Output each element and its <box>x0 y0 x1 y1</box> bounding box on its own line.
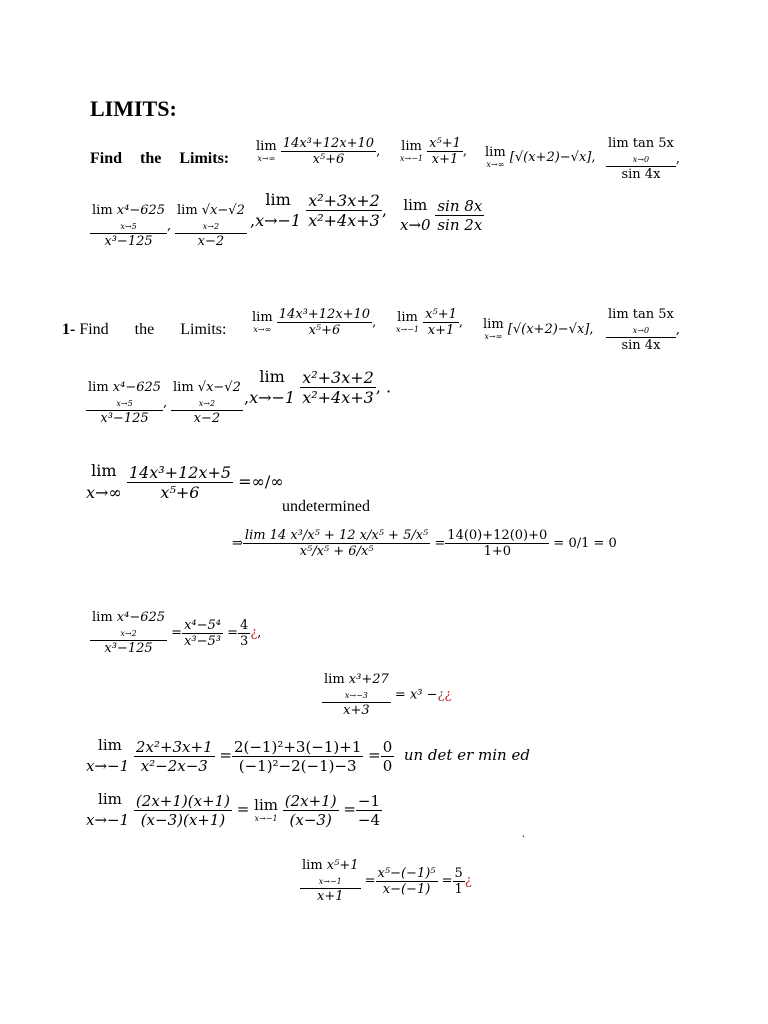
find-limits-label: Find the Limits: <box>90 150 230 167</box>
limit-expr-g: lim ,x→−1 $\frac{\text{x²+3x+2}}{\text{x²+4x+3}}$ , <box>250 190 387 231</box>
limit-expr-f: lim √x−√2 x→2 x−2 <box>177 203 245 249</box>
limit-expr-b: lim x→−1 $\frac{\text{x⁵+1}}{x+1}$ , <box>400 136 468 167</box>
item-number: 1- <box>62 321 76 338</box>
solution-1-step: ⇒ $\frac{\text{lim 14 x³/x⁵ + 12 x/x⁵ + 5/x⁵}}{\text{x⁵/x⁵ + 6/x⁵}}$ = $\frac{14(0)+12(0)+0}{1+0}$ = 0/1 = 0 <box>232 528 617 559</box>
item1-limit-g: lim ,x→−1 $\frac{\text{x²+3x+2}}{\text{x²+4x+3}}$ , . <box>244 367 392 408</box>
solution-3: lim x³+27 x→−3 x+3 = x³ −¿¿ <box>324 672 452 718</box>
item1-limit-f: lim √x−√2 x→2 x−2 <box>173 380 241 426</box>
undetermined-note: undetermined <box>282 498 370 515</box>
page-title: LIMITS: <box>90 96 177 121</box>
limit-expr-e: lim x⁴−625 x→5 x³−125 , <box>92 203 172 249</box>
item1-limit-c: lim x→∞ [√(x+2)−√x], <box>483 317 594 341</box>
solution-2: lim x⁴−625 x→2 x³−125 = $\frac{\text{x⁴−5⁴}}{\text{x³−5³}}$ = $\frac{4}{3}$ ¿, <box>92 610 262 656</box>
item1-limit-b: lim x→−1 $\frac{\text{x⁵+1}}{x+1}$ , <box>396 307 464 338</box>
limit-expr-a: lim x→∞ $\frac{\text{14x³+12x+10}}{\text{x⁵+6}}$ , <box>256 136 381 167</box>
item1-limit-d: lim tan 5x x→0 sin 4x , <box>608 307 681 353</box>
limit-expr-h: lim x→0 $\frac{\sin 8x}{\sin 2x}$ <box>400 196 483 234</box>
item1-limit-a: lim x→∞ $\frac{\text{14x³+12x+10}}{\text{x⁵+6}}$ , <box>252 307 377 338</box>
solution-1: lim x→∞ $\frac{\text{14x³+12x+5}}{\text{x⁵+6}}$ =∞/∞ <box>86 461 284 503</box>
item-1-heading <box>62 321 226 339</box>
solution-4-line-1: lim x→−1 $\frac{\text{2x²+3x+1}}{\text{x²−2x−3}}$ = $\frac{\text{2(−1)²+3(−1)+1}}{\text{(−1)²−2(−1)−3}}$ = $\frac{0}{0}$ un det er min ed <box>86 736 530 775</box>
limit-expr-d: lim tan 5x x→0 sin 4x , <box>608 136 681 182</box>
dot-mark: . <box>522 826 525 840</box>
item-label: Find the Limits: <box>79 321 227 338</box>
limit-expr-c: lim x→∞ [√(x+2)−√x], <box>485 145 596 169</box>
solution-4-line-2: lim x→−1 $\frac{(2x+1)(x+1)}{(x-3)(x+1)}$ = lim x→−1 $\frac{(2x+1)}{(x-3)}$ = $\frac{-1}{-4}$ <box>86 790 381 829</box>
solution-5: lim x⁵+1 x→−1 x+1 = $\frac{\text{x⁵−(−1)⁵}}{x-(-1)}$ = $\frac{5}{1}$ ¿ <box>302 858 472 904</box>
item1-limit-e: lim x⁴−625 x→5 x³−125 , <box>88 380 168 426</box>
